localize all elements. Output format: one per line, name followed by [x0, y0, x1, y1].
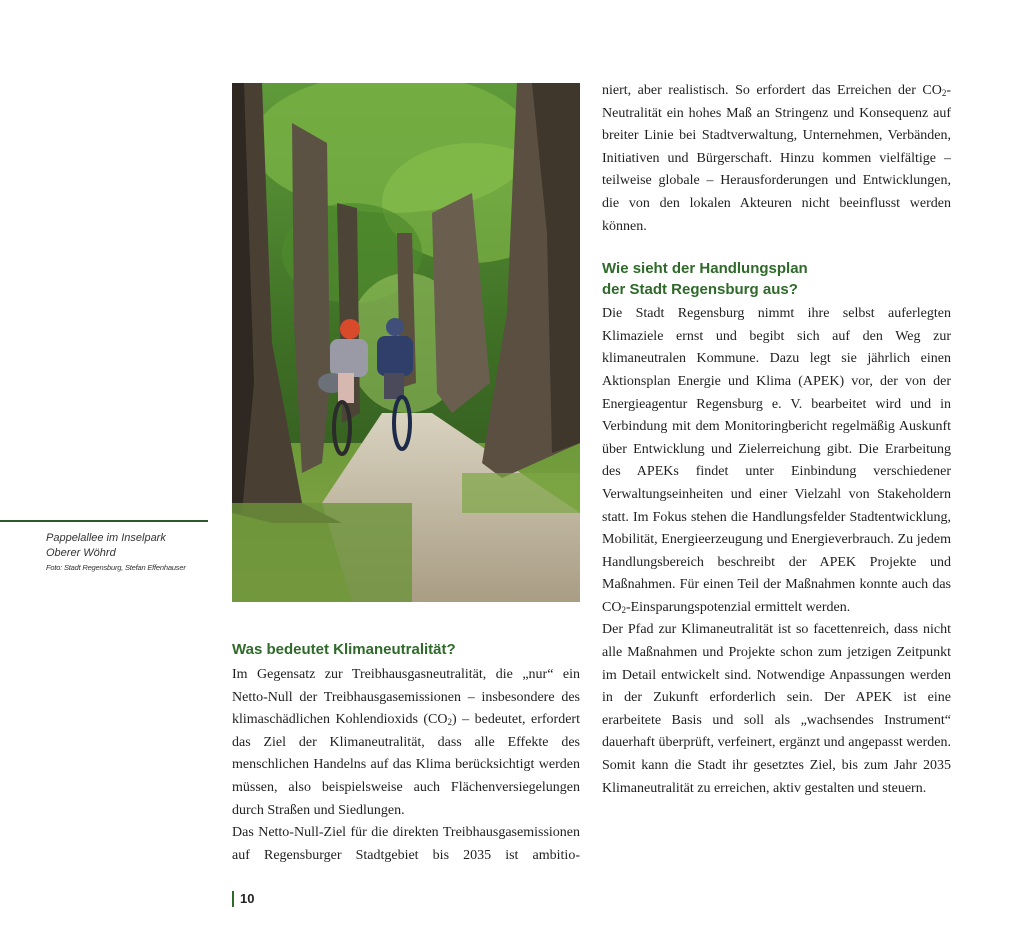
page-number-bar	[232, 891, 234, 907]
paragraph-continuation	[602, 80, 951, 238]
caption-credit: Foto: Stadt Regensburg, Stefan Effenhauser	[46, 563, 186, 572]
photo-icon	[232, 83, 580, 602]
text-span: niert, aber realistisch. So erfordert das Erreichen der CO	[602, 83, 942, 98]
right-column	[602, 80, 951, 800]
text-span: ) – bedeutet, erfordert das Ziel der Klimaneutralität, dass alle Effekte des menschlichen Handelns auf das Klima berücksichtigt werden müssen, also beispielsweise auch Flächenversiegelungen durch Straßen und Siedlungen.	[232, 712, 580, 818]
paragraph-climate-neutrality	[232, 664, 580, 822]
paragraph-net-zero: Das Netto-Null-Ziel für die direkten Treibhausgasemissionen auf Regensburger Stadtgebiet bis 2035 ist ambitio-	[232, 825, 580, 863]
caption-location: Oberer Wöhrd	[46, 547, 116, 559]
heading-line: der Stadt Regensburg aus?	[602, 281, 798, 299]
page-number: 10	[240, 891, 255, 906]
subscript: 2	[941, 88, 947, 98]
section-heading-action-plan	[602, 258, 951, 300]
subscript: 2	[621, 604, 626, 615]
text-span: Die Stadt Regensburg nimmt ihre selbst auferlegten Klimaziele ernst und begibt sich auf den Weg zur klimaneutralen Kommune. Dazu legt sie jährlich einen Aktionsplan Energie und Klima (APEK) vor, der von der Energieagentur Regensburg e. V. bearbeitet wird und in Verbindung mit dem Monitoringbericht regelmäßig Auskunft über Entwicklung und Zielerreichung gibt. Die Erarbeitung des APEKs findet unter Einbindung verschiedener Verwaltungseinheiten und einer Vielzahl von Stakeholdern statt. Im Fokus stehen die Handlungsfelder Stadtentwicklung, Mobilität, Energieerzeugung und Energieverbrauch. Zu jedem Handlungsbereich beschreibt der APEK Projekte und Maßnahmen. Für einen Teil der Maßnahmen konnte auch das CO	[602, 306, 951, 615]
text-span: -Einsparungspotenzial ermittelt werden.	[625, 599, 851, 615]
poplar-avenue-photo	[232, 83, 580, 602]
section-heading-climate-neutrality: Was bedeutet Klimaneutralität?	[232, 641, 456, 658]
text-span: Im Gegensatz zur Treibhausgasneutralität, die „nur“ ein Netto-Null der Treibhausgasemissionen – insbesondere des klimaschädlichen Kohlendioxids (CO	[232, 667, 580, 728]
paragraph-apek	[602, 303, 951, 619]
photo-caption	[46, 531, 221, 574]
heading-line: Wie sieht der Handlungsplan	[602, 260, 808, 278]
caption-rule	[0, 520, 208, 522]
text-span: -Neutralität ein hohes Maß an Stringenz und Konsequenz auf breiter Linie bei Stadtverwaltung, Unternehmen, Verbänden, Initiativen und Bürgerschaft. Hinzu kommen vielfältige – teilweise globale – Herausforderungen und Entwicklungen, die von den lokalen Akteuren nicht beeinflusst werden können.	[602, 83, 951, 234]
caption-title: Pappelallee im Inselpark	[46, 532, 166, 544]
paragraph-path: Der Pfad zur Klimaneutralität ist so facettenreich, dass nicht alle Maßnahmen und Projekte schon zum jetzigen Zeitpunkt im Detail entwickelt sind. Notwendige Anpassungen werden in der Zukunft erforderlich sein. Der APEK ist eine erarbeitete Basis und soll als „wachsendes Instrument“ dauerhaft überprüft, verfeinert, ergänzt und angepasst werden. Somit kann die Stadt ihr gesetztes Ziel, bis zum Jahr 2035 Klimaneutralität zu erreichen, aktiv gestalten und steuern.	[602, 622, 951, 796]
subscript: 2	[447, 717, 452, 728]
left-column	[232, 640, 580, 867]
